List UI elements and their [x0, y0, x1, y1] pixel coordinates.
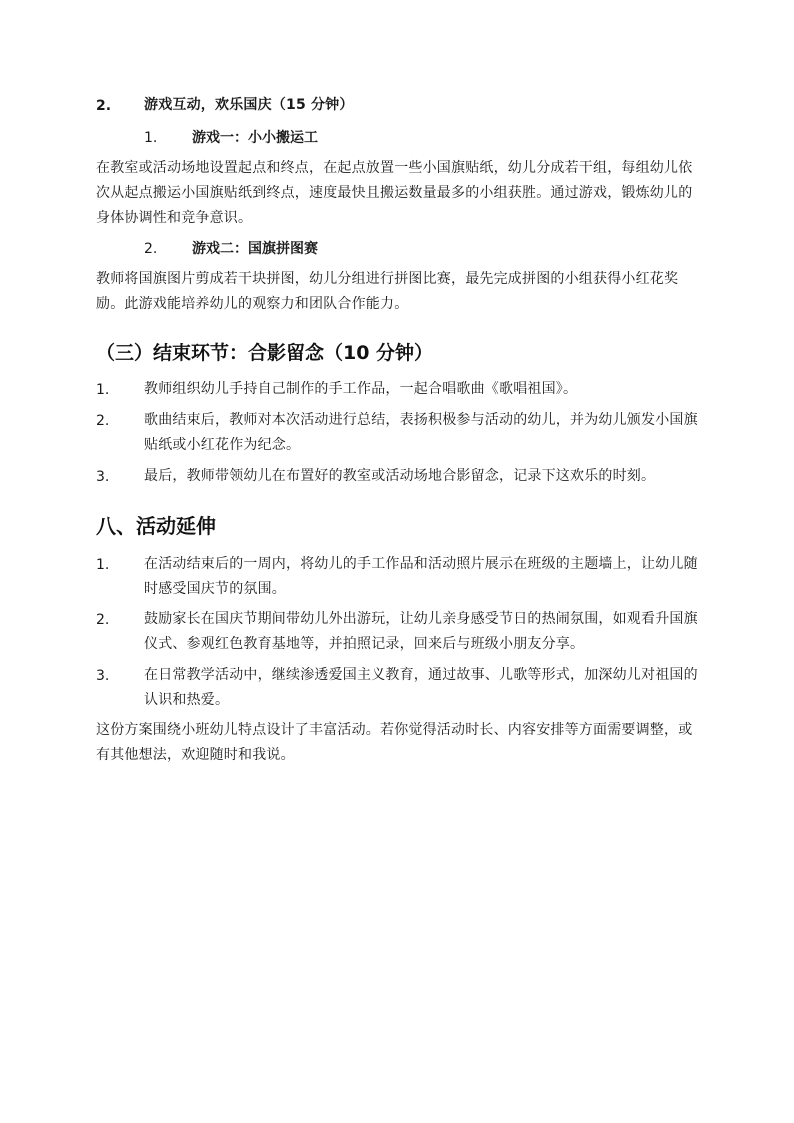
section-number: 2. [96, 98, 112, 114]
section-title: 游戏互动，欢乐国庆（15 分钟） [144, 97, 354, 113]
ending-item-1-number: 1. [96, 382, 110, 398]
game2-number: 2. [144, 241, 158, 257]
ending-item-1-text: 教师组织幼儿手持自己制作的手工作品，一起合唱歌曲《歌唱祖国》。 [144, 381, 578, 397]
extension-item-1-number: 1. [96, 557, 110, 573]
game1-title: 游戏一：小小搬运工 [192, 130, 318, 146]
game2-title: 游戏二：国旗拼图赛 [192, 241, 318, 257]
extension-item-1-text: 在活动结束后的一周内，将幼儿的手工作品和活动照片展示在班级的主题墙上，让幼儿随时感受国庆节的氛围。 [144, 556, 698, 597]
ending-heading: （三）结束环节：合影留念（10 分钟） [96, 342, 434, 364]
closing-paragraph: 这份方案围绕小班幼儿特点设计了丰富活动。若你觉得活动时长、内容安排等方面需要调整，或有其他想法，欢迎随时和我说。 [96, 722, 693, 763]
extension-item-3-number: 3. [96, 668, 110, 684]
ending-item-3-number: 3. [96, 469, 110, 485]
extension-item-3-text: 在日常教学活动中，继续渗透爱国主义教育，通过故事、儿歌等形式，加深幼儿对祖国的认识和热爱。 [144, 667, 698, 708]
ending-item-2-number: 2. [96, 413, 110, 429]
game2-description: 教师将国旗图片剪成若干块拼图，幼儿分组进行拼图比赛，最先完成拼图的小组获得小红花奖励。此游戏能培养幼儿的观察力和团队合作能力。 [96, 271, 679, 312]
extension-item-2-number: 2. [96, 612, 110, 628]
game1-description: 在教室或活动场地设置起点和终点，在起点放置一些小国旗贴纸，幼儿分成若干组，每组幼儿依次从起点搬运小国旗贴纸到终点，速度最快且搬运数量最多的小组获胜。通过游戏，锻炼幼儿的身体协调性和竞争意识。 [96, 160, 693, 226]
game1-number: 1. [144, 130, 158, 146]
ending-item-2-text: 歌曲结束后，教师对本次活动进行总结，表扬积极参与活动的幼儿，并为幼儿颁发小国旗贴纸或小红花作为纪念。 [144, 412, 698, 453]
extension-item-2-text: 鼓励家长在国庆节期间带幼儿外出游玩，让幼儿亲身感受节日的热闹氛围，如观看升国旗仪式、参观红色教育基地等，并拍照记录，回来后与班级小朋友分享。 [144, 611, 698, 652]
ending-item-3-text: 最后，教师带领幼儿在布置好的教室或活动场地合影留念，记录下这欢乐的时刻。 [144, 468, 656, 484]
extension-heading: 八、活动延伸 [96, 514, 216, 538]
